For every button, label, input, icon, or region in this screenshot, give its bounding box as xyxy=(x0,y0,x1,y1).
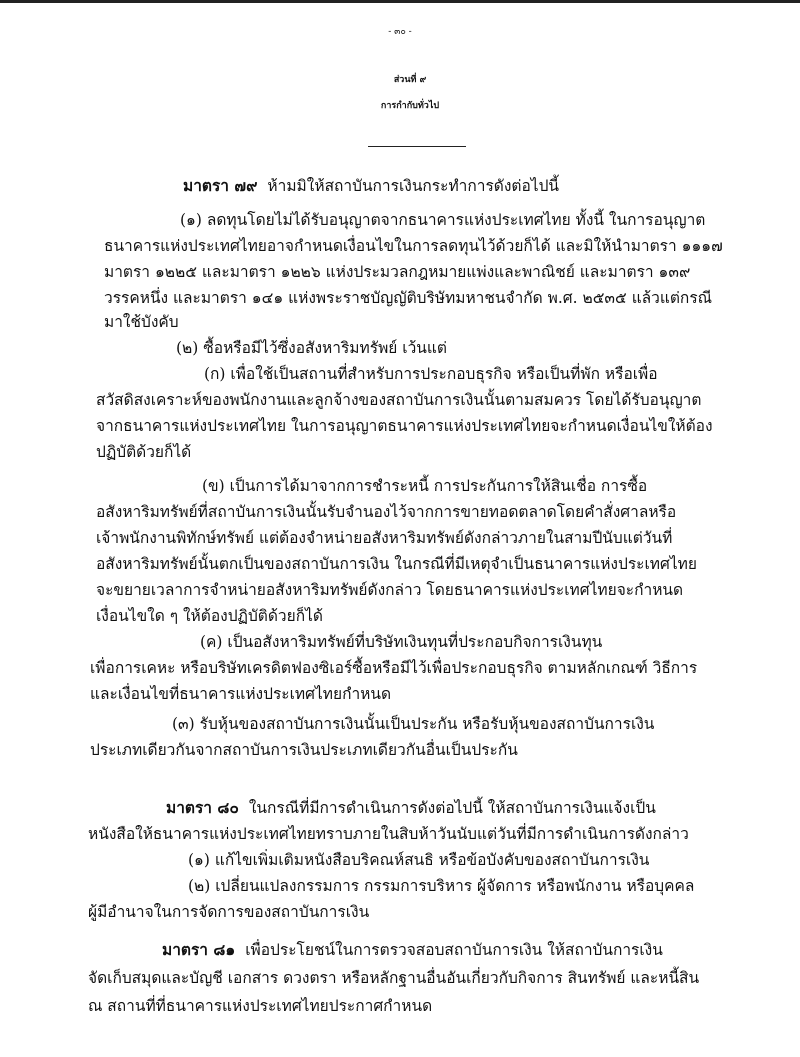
section-79-label: มาตรา ๗๙ xyxy=(183,176,258,195)
s79-item-1: (๑) ลดทุนโดยไม่ได้รับอนุญาตจากธนาคารแห่งประเทศไทย ทั้งนี้ ในการอนุญาต xyxy=(180,211,706,229)
s79-line: วรรคหนึ่ง และมาตรา ๑๔๑ แห่งพระราชบัญญัติบริษัทมหาชนจำกัด พ.ศ. ๒๕๓๕ แล้วแต่กรณี xyxy=(104,289,713,307)
section-80-first-line xyxy=(166,798,656,818)
s80-line: หนังสือให้ธนาคารแห่งประเทศไทยทราบภายในสิบห้าวันนับแต่วันที่มีการดำเนินการดังกล่าว xyxy=(88,825,689,843)
s79-line: เพื่อการเคหะ หรือบริษัทเครดิตฟองซิเอร์ซื้อหรือมีไว้เพื่อประกอบธุรกิจ ตามหลักเกณฑ์ วิธีการ xyxy=(90,659,698,677)
title-divider xyxy=(368,146,466,147)
section-80-label: มาตรา ๘๐ xyxy=(166,798,239,817)
s79-line: ปฏิบัติด้วยก็ได้ xyxy=(96,443,192,461)
scan-edge xyxy=(0,0,800,3)
s79-line: ธนาคารแห่งประเทศไทยอาจกำหนดเงื่อนไขในการลดทุนไว้ด้วยก็ได้ และมิให้นำมาตรา ๑๑๑๗ xyxy=(104,237,723,255)
s81-line: ณ สถานที่ที่ธนาคารแห่งประเทศไทยประกาศกำหนด xyxy=(88,997,433,1015)
s79-item-2: (๒) ซื้อหรือมีไว้ซึ่งอสังหาริมทรัพย์ เว้นแต่ xyxy=(176,339,447,357)
part-title: ส่วนที่ ๙ xyxy=(393,75,427,85)
s79-line: เงื่อนไขใด ๆ ให้ต้องปฏิบัติด้วยก็ได้ xyxy=(96,607,323,625)
s79-item-2a: (ก) เพื่อใช้เป็นสถานที่สำหรับการประกอบธุรกิจ หรือเป็นที่พัก หรือเพื่อ xyxy=(204,365,658,383)
section-81-label: มาตรา ๘๑ xyxy=(162,940,236,959)
s79-line: สวัสดิสงเคราะห์ของพนักงานและลูกจ้างของสถาบันการเงินนั้นตามสมควร โดยได้รับอนุญาต xyxy=(96,391,702,409)
section-79-first-line xyxy=(183,176,559,196)
s79-line: ประเภทเดียวกันจากสถาบันการเงินประเภทเดียวกันอื่นเป็นประกัน xyxy=(90,741,518,759)
s80-item-2: (๒) เปลี่ยนแปลงกรรมการ กรรมการบริหาร ผู้จัดการ หรือพนักงาน หรือบุคคล xyxy=(188,877,695,895)
s79-line: และเงื่อนไขที่ธนาคารแห่งประเทศไทยกำหนด xyxy=(90,685,392,703)
s79-line: มาตรา ๑๒๒๕ และมาตรา ๑๒๒๖ แห่งประมวลกฎหมายแพ่งและพาณิชย์ และมาตรา ๑๓๙ xyxy=(104,263,691,281)
s79-line: จากธนาคารแห่งประเทศไทย ในการอนุญาตธนาคารแห่งประเทศไทยจะกำหนดเงื่อนไขให้ต้อง xyxy=(96,417,713,435)
s80-line: ผู้มีอำนาจในการจัดการของสถาบันการเงิน xyxy=(88,903,370,921)
section-80-intro: ในกรณีที่มีการดำเนินการดังต่อไปนี้ ให้สถาบันการเงินแจ้งเป็น xyxy=(248,799,656,817)
s79-line: เจ้าพนักงานพิทักษ์ทรัพย์ แต่ต้องจำหน่ายอสังหาริมทรัพย์ดังกล่าวภายในสามปีนับแต่วันที่ xyxy=(96,529,673,547)
s79-line: มาใช้บังคับ xyxy=(104,313,179,331)
section-79-intro: ห้ามมิให้สถาบันการเงินกระทำการดังต่อไปนี้ xyxy=(267,177,560,195)
s80-item-1: (๑) แก้ไขเพิ่มเติมหนังสือบริคณห์สนธิ หรือข้อบังคับของสถาบันการเงิน xyxy=(188,851,650,869)
s79-line: อสังหาริมทรัพย์นั้นตกเป็นของสถาบันการเงิน ในกรณีที่มีเหตุจำเป็นธนาคารแห่งประเทศไทย xyxy=(96,555,697,573)
section-81-first-line xyxy=(162,940,663,960)
page-number: - ๓๐ - xyxy=(388,27,412,37)
s79-line: จะขยายเวลาการจำหน่ายอสังหาริมทรัพย์ดังกล่าว โดยธนาคารแห่งประเทศไทยจะกำหนด xyxy=(96,581,684,599)
s79-line: อสังหาริมทรัพย์ที่สถาบันการเงินนั้นรับจำนองไว้จากการขายทอดตลาดโดยคำสั่งศาลหรือ xyxy=(96,503,677,521)
part-subtitle: การกำกับทั่วไป xyxy=(380,101,440,111)
s79-item-3: (๓) รับหุ้นของสถาบันการเงินนั้นเป็นประกัน หรือรับหุ้นของสถาบันการเงิน xyxy=(172,715,655,733)
s79-item-2c: (ค) เป็นอสังหาริมทรัพย์ที่บริษัทเงินทุนที่ประกอบกิจการเงินทุน xyxy=(200,633,603,651)
s79-item-2b: (ข) เป็นการได้มาจากการชำระหนี้ การประกันการให้สินเชื่อ การซื้อ xyxy=(202,477,648,495)
s81-line: จัดเก็บสมุดและบัญชี เอกสาร ดวงตรา หรือหลักฐานอื่นอันเกี่ยวกับกิจการ สินทรัพย์ และหนี้สิน xyxy=(88,969,700,987)
section-81-intro: เพื่อประโยชน์ในการตรวจสอบสถาบันการเงิน ให้สถาบันการเงิน xyxy=(245,941,663,959)
